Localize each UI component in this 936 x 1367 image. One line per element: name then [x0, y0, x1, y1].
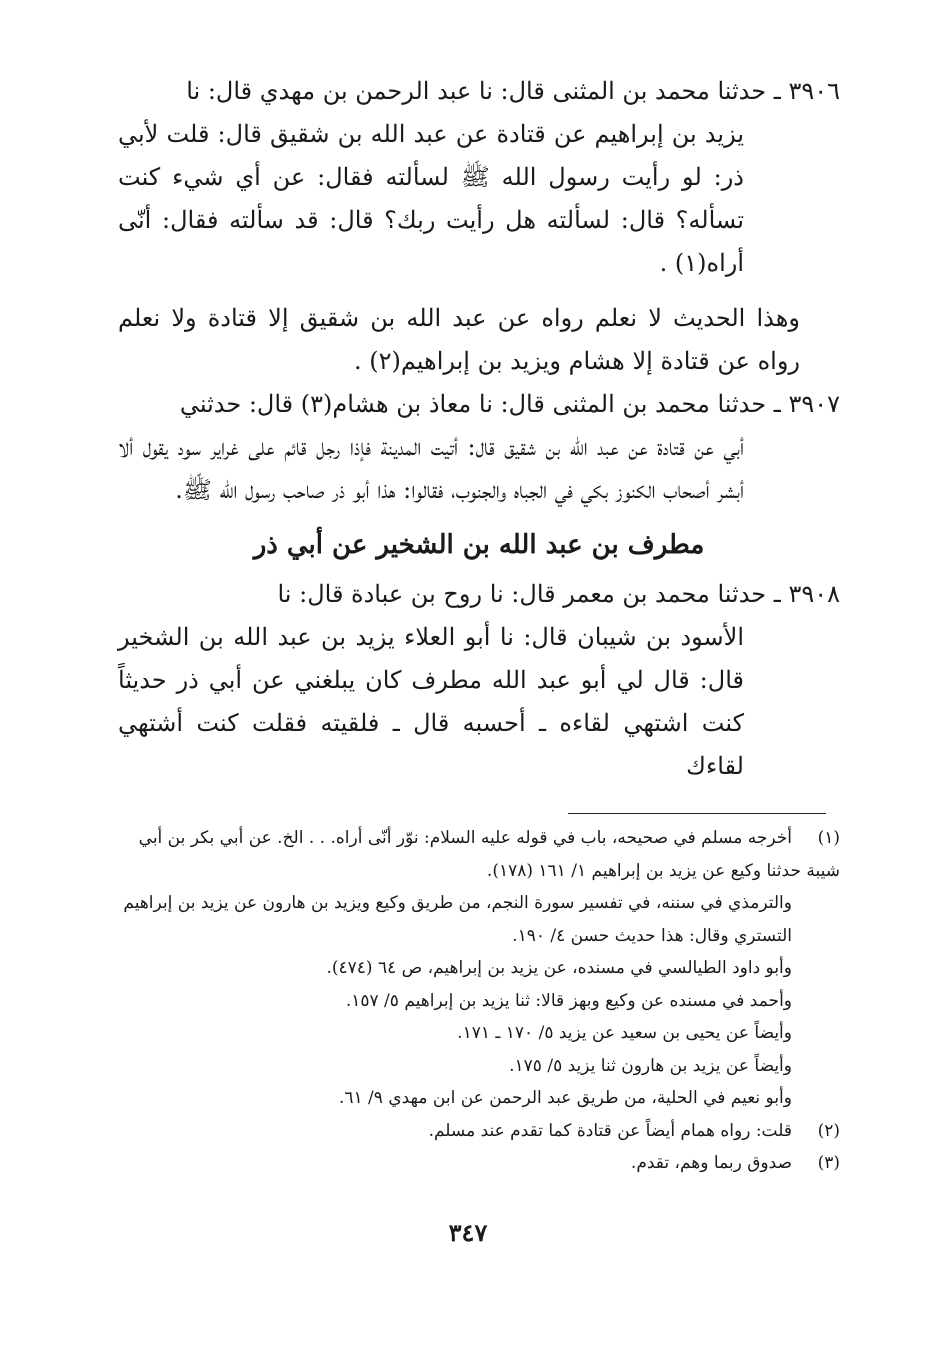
- footnote-1-source: والترمذي في سننه، في تفسير سورة النجم، من طريق وكيع ويزيد بن هارون عن يزيد بن إبراهيم التستري وقال: هذا حديث حسن ٤/ ١٩٠.: [123, 893, 792, 946]
- footnote-marker: (٢): [817, 1120, 840, 1141]
- footnote-1-source: وأبو نعيم في الحلية، من طريق عبد الرحمن عن ابن مهدي ٩/ ٦١.: [338, 1088, 792, 1108]
- hadith-first-line: حدثنا محمد بن المثنى قال: نا عبد الرحمن بن مهدي قال: نا: [186, 77, 767, 105]
- main-text: [118, 70, 840, 788]
- footnote-3: [118, 1147, 840, 1180]
- footnote-1-source: وأيضاً عن يحيى بن سعيد عن يزيد ٥/ ١٧٠ ـ ١٧١.: [457, 1023, 792, 1043]
- footnote-text: قلت: رواه همام أيضاً عن قتادة كما تقدم عند مسلم.: [428, 1120, 792, 1141]
- footnote-1: [118, 822, 840, 887]
- hadith-text: يزيد بن إبراهيم عن قتادة عن عبد الله بن شقيق قال: قلت لأبي ذر: لو رأيت رسول الله ﷺ لسألته فقال: عن أي شيء كنت تسأله؟ قال: لسألته هل رأيت ربك؟ قال: قد سألته فقال: أنّى أراه(١) .: [118, 120, 744, 277]
- footnote-text: أخرجه مسلم في صحيحه، باب في قوله عليه السلام: نوّر أنّى أراه. . . الخ. عن أبي بكر بن أبي شيبة حدثنا وكيع عن يزيد بن إبراهيم ١/ ١٦١ (١٧٨).: [138, 828, 840, 881]
- hadith-first-line: حدثنا محمد بن المثنى قال: نا معاذ بن هشام(٣) قال: حدثني: [179, 390, 767, 418]
- footnote-marker: (٣): [817, 1153, 840, 1173]
- hadith-text: أبي عن قتادة عن عبد الله بن شقيق قال: أتيت المدينة فإذا رجل قائم على غراير سود يقول ألا أبشر أصحاب الكنوز بكي في الجباه والجنوب، فقالوا: هذا أبو ذر صاحب رسول الله ﷺ.: [118, 433, 744, 504]
- hadith-text: الأسود بن شيبان قال: نا أبو العلاء يزيد بن عبد الله بن الشخير قال: قال لي أبو عبد الله مطرف كان يبلغني عن أبي ذر حديثاً كنت اشتهي لقاءه ـ أحسبه قال ـ فلقيته فقلت كنت أشتهي لقاءك: [118, 623, 744, 780]
- hadith-first-line: حدثنا محمد بن معمر قال: نا روح بن عبادة قال: نا: [277, 580, 767, 608]
- hadith-number: ٣٩٠٦ ـ: [773, 77, 840, 105]
- hadith-number: ٣٩٠٧ ـ: [773, 390, 840, 418]
- footnote-divider: [568, 813, 826, 814]
- footnote-text: صدوق ربما وهم، تقدم.: [630, 1153, 792, 1173]
- page-number: ٣٤٧: [448, 1218, 488, 1247]
- footnote-2: [118, 1115, 840, 1148]
- chapter-title: مطرف بن عبد الله بن الشخير عن أبي ذر: [253, 530, 705, 560]
- footnote-1-source: وأيضاً عن يزيد بن هارون ثنا يزيد ٥/ ١٧٥.: [509, 1055, 792, 1076]
- author-comment: وهذا الحديث لا نعلم رواه عن عبد الله بن شقيق إلا قتادة ولا نعلم رواه عن قتادة إلا هشام ويزيد بن إبراهيم(٢) .: [118, 304, 800, 375]
- footnote-1-source: وأحمد في مسنده عن وكيع وبهز قالا: ثنا يزيد بن إبراهيم ٥/ ١٥٧.: [345, 990, 792, 1011]
- footnote-marker: (١): [817, 828, 840, 848]
- hadith-3907: [118, 383, 840, 512]
- footnote-1-source: وأبو داود الطيالسي في مسنده، عن يزيد بن إبراهيم، ص ٦٤ (٤٧٤).: [326, 958, 792, 978]
- hadith-3906: [118, 70, 840, 285]
- hadith-number: ٣٩٠٨ ـ: [773, 580, 840, 608]
- hadith-3908: [118, 573, 840, 788]
- footnotes: [118, 822, 840, 1180]
